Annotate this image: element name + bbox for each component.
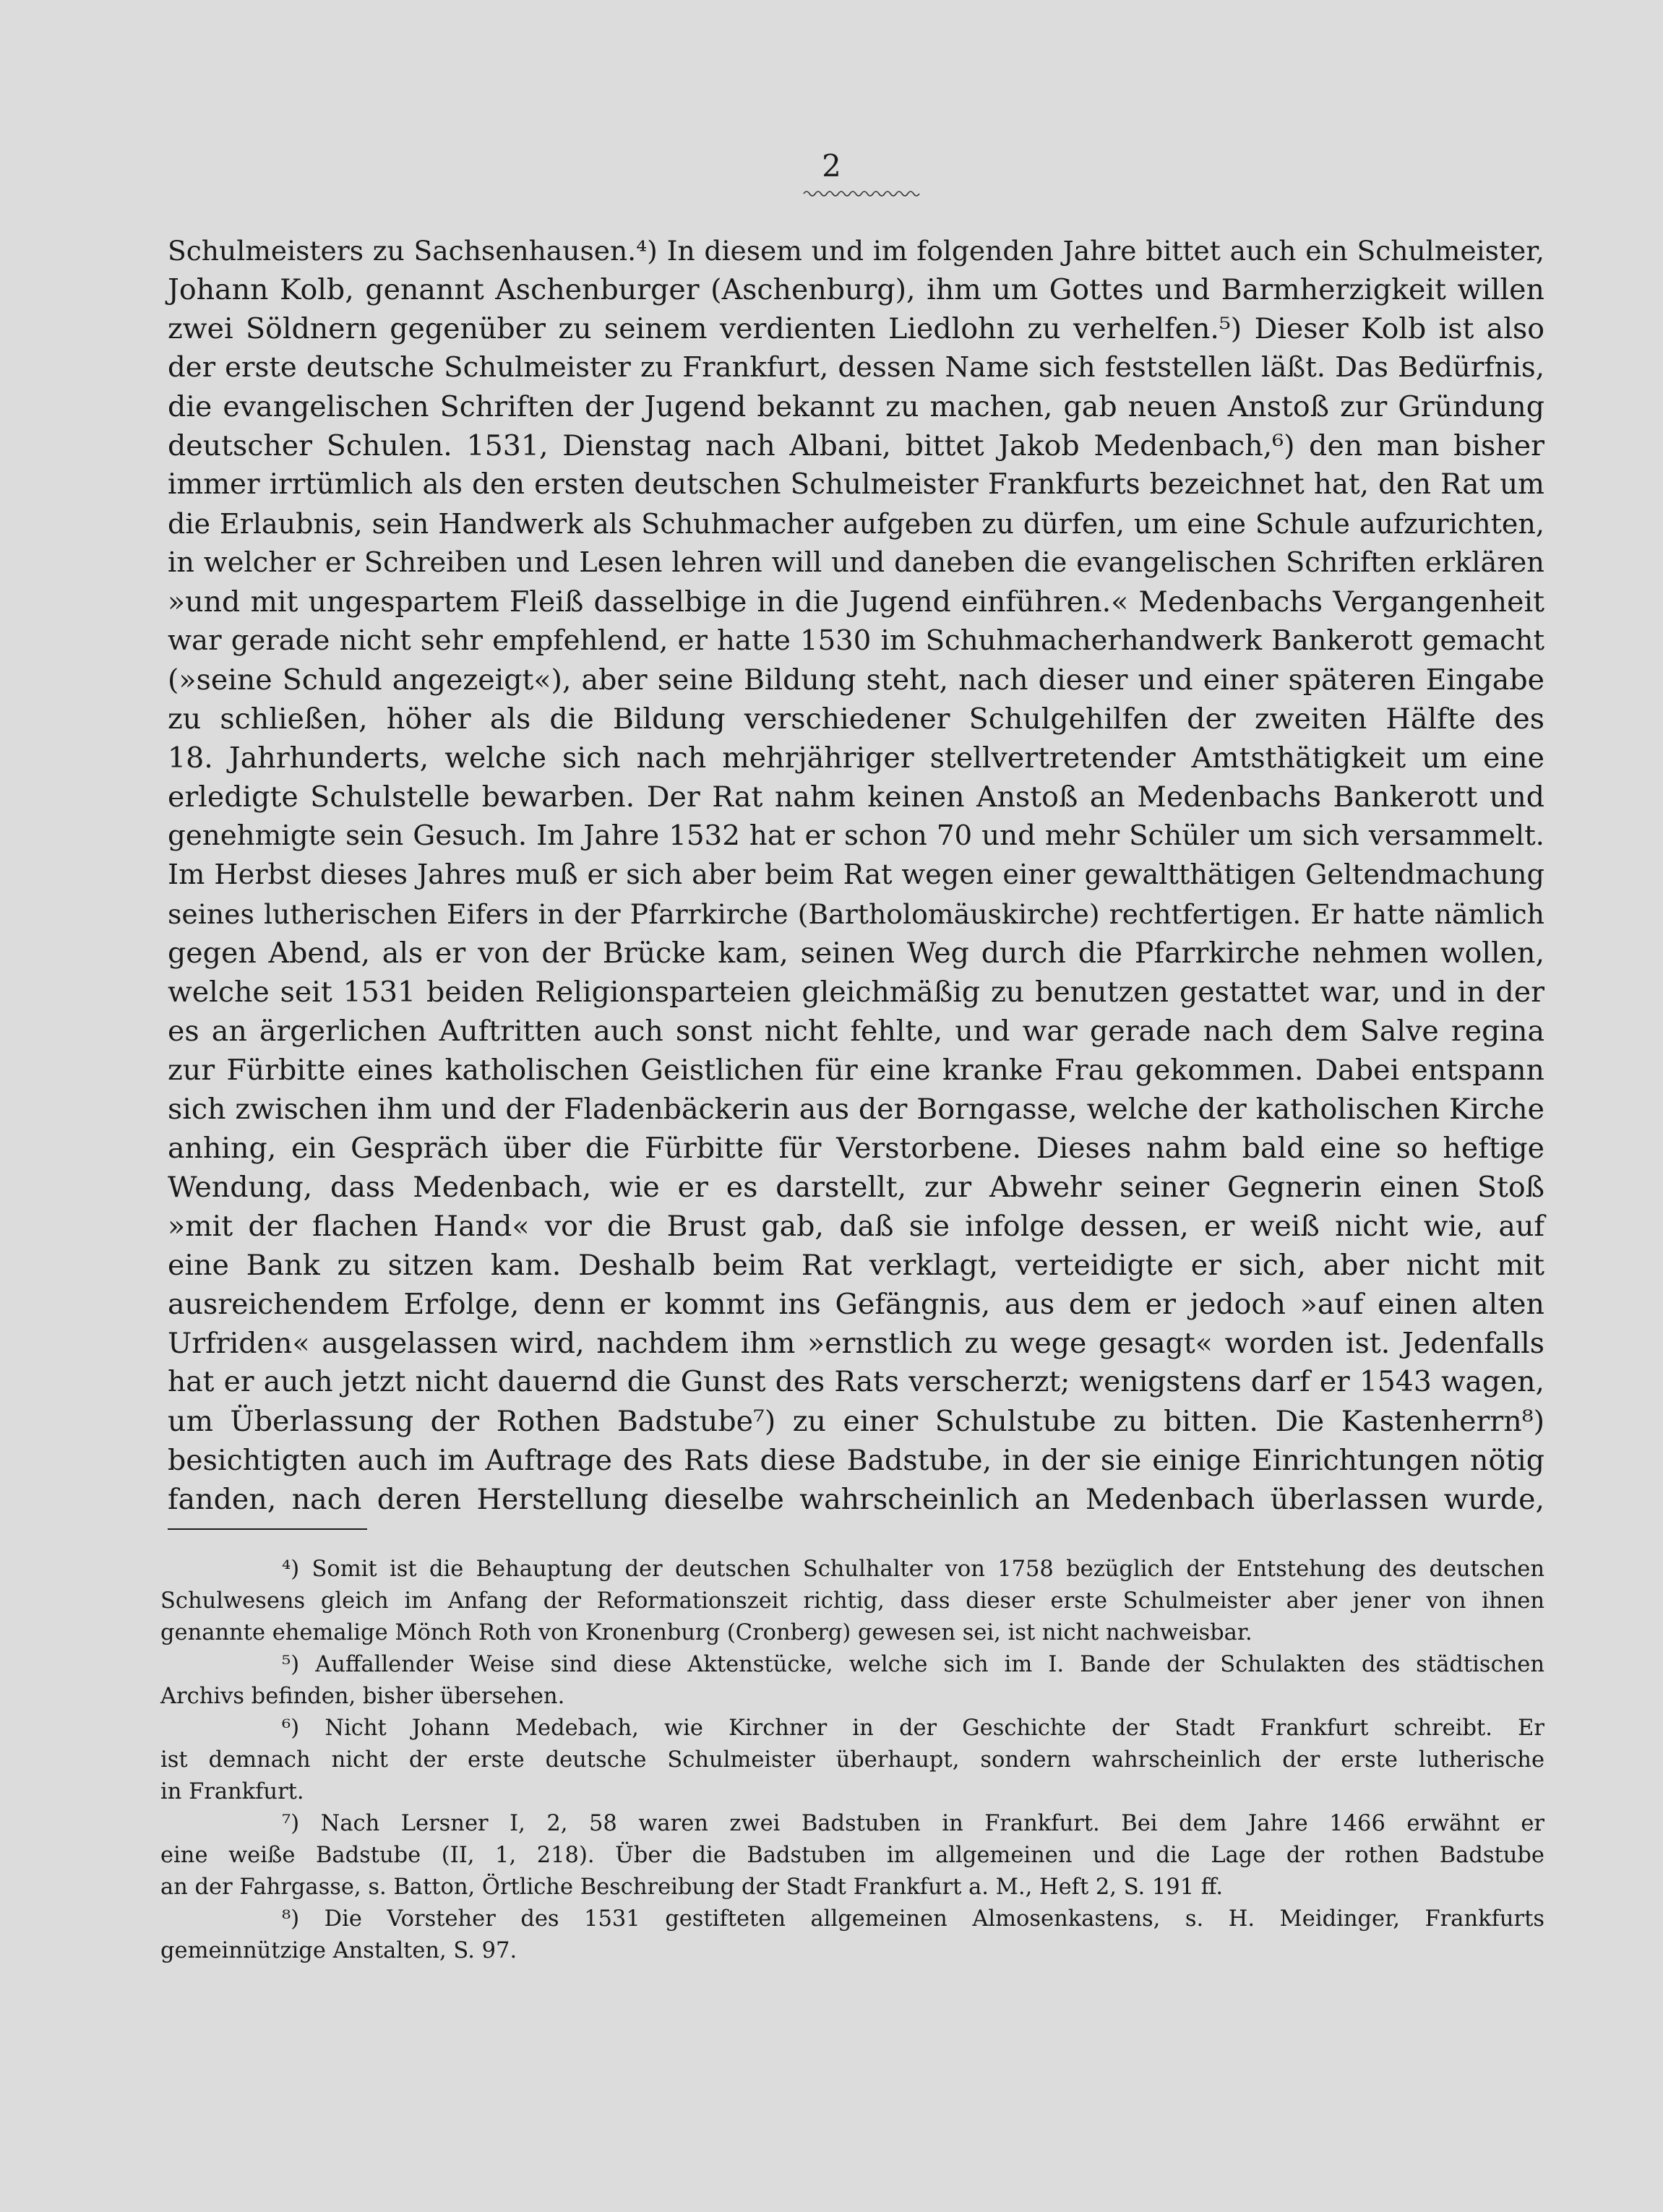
text-line: immer irrtümlich als den ersten deutschen Schulmeister Frankfurts bezeichnet hat, den Rat um <box>168 468 1544 501</box>
footnote-rule <box>168 1528 367 1530</box>
text-line: Urfriden« ausgelassen wird, nachdem ihm »ernstlich zu wege gesagt« worden ist. Jedenfalls <box>168 1327 1544 1360</box>
text-line: in welcher er Schreiben und Lesen lehren will und daneben die evangelischen Schriften erklären <box>168 546 1544 579</box>
footnote-6 <box>160 1713 1544 1808</box>
text-line: deutscher Schulen. 1531, Dienstag nach Albani, bittet Jakob Medenbach,⁶) den man bisher <box>168 429 1544 462</box>
text-line: zur Fürbitte eines katholischen Geistlichen für eine kranke Frau gekommen. Dabei entspann <box>168 1054 1544 1087</box>
text-line: hat er auch jetzt nicht dauernd die Gunst des Rats verscherzt; wenigstens darf er 1543 wagen, <box>168 1366 1544 1398</box>
footnote-line: ⁵) Auffallender Weise sind diese Aktenstücke, welche sich im I. Bande der Schulakten des städtischen <box>282 1652 1544 1677</box>
text-line: fanden, nach deren Herstellung dieselbe wahrscheinlich an Medenbach überlassen wurde, <box>168 1483 1544 1516</box>
footnotes <box>160 1554 1544 1967</box>
text-line: (»seine Schuld angezeigt«), aber seine Bildung steht, nach dieser und einer späteren Eingabe <box>168 663 1544 697</box>
footnote-line: ⁶) Nicht Johann Medebach, wie Kirchner in der Geschichte der Stadt Frankfurt schreibt. Er <box>282 1716 1544 1741</box>
footnote-line: eine weiße Badstube (II, 1, 218). Über die Badstuben im allgemeinen und die Lage der rothen Badstube <box>160 1843 1544 1868</box>
text-line: ausreichendem Erfolge, denn er kommt ins Gefängnis, aus dem er jedoch »auf einen alten <box>168 1288 1544 1321</box>
text-line: die Erlaubnis, sein Handwerk als Schuhmacher aufgeben zu dürfen, um eine Schule aufzurichten, <box>168 508 1544 540</box>
footnote-line: ⁷) Nach Lersner I, 2, 58 waren zwei Badstuben in Frankfurt. Bei dem Jahre 1466 erwähnt er <box>282 1811 1544 1836</box>
footnote-line: in Frankfurt. <box>160 1779 304 1804</box>
text-line: Wendung, dass Medenbach, wie er es darstellt, zur Abwehr seiner Gegnerin einen Stoß <box>168 1171 1544 1204</box>
text-line: Im Herbst dieses Jahres muß er sich aber beim Rat wegen einer gewaltthätigen Geltendmachung <box>168 859 1544 891</box>
text-line: zwei Söldnern gegenüber zu seinem verdienten Liedlohn zu verhelfen.⁵) Dieser Kolb ist also <box>168 312 1544 345</box>
footnote-line: Archivs befinden, bisher übersehen. <box>160 1684 565 1709</box>
text-line: genehmigte sein Gesuch. Im Jahre 1532 hat er schon 70 und mehr Schüler um sich versammelt. <box>168 819 1544 852</box>
footnote-line: an der Fahrgasse, s. Batton, Örtliche Beschreibung der Stadt Frankfurt a. M., Heft 2, S. 191 ff. <box>160 1875 1224 1900</box>
text-line: welche seit 1531 beiden Religionsparteien gleichmäßig zu benutzen gestattet war, und in der <box>168 976 1544 1009</box>
text-line: die evangelischen Schriften der Jugend bekannt zu machen, gab neuen Anstoß zur Gründung <box>168 390 1544 423</box>
footnote-8 <box>160 1903 1544 1967</box>
text-line: »mit der flachen Hand« vor die Brust gab, daß sie infolge dessen, er weiß nicht wie, auf <box>168 1210 1544 1243</box>
footnote-line: Schulwesens gleich im Anfang der Reformationszeit richtig, dass dieser erste Schulmeister aber jener von ihnen <box>160 1588 1544 1614</box>
header-ornament <box>802 186 925 198</box>
footnote-line: gemeinnützige Anstalten, S. 97. <box>160 1938 517 1963</box>
text-line: anhing, ein Gespräch über die Fürbitte für Verstorbene. Dieses nahm bald eine so heftige <box>168 1132 1544 1165</box>
text-line: der erste deutsche Schulmeister zu Frankfurt, dessen Name sich feststellen läßt. Das Bedürfnis, <box>168 351 1544 384</box>
text-line: war gerade nicht sehr empfehlend, er hatte 1530 im Schuhmacherhandwerk Bankerott gemacht <box>168 624 1544 657</box>
text-line: zu schließen, höher als die Bildung verschiedener Schulgehilfen der zweiten Hälfte des <box>168 702 1544 736</box>
text-line: eine Bank zu sitzen kam. Deshalb beim Rat verklagt, verteidigte er sich, aber nicht mit <box>168 1249 1544 1282</box>
text-line: Johann Kolb, genannt Aschenburger (Aschenburg), ihm um Gottes und Barmherzigkeit willen <box>168 273 1544 306</box>
footnote-7 <box>160 1808 1544 1903</box>
text-line: gegen Abend, als er von der Brücke kam, seinen Weg durch die Pfarrkirche nehmen wollen, <box>168 937 1544 970</box>
text-line: seines lutherischen Eifers in der Pfarrkirche (Bartholomäuskirche) rechtfertigen. Er hatte nämlich <box>168 898 1544 930</box>
page-number: 2 <box>822 148 841 184</box>
text-line: Schulmeisters zu Sachsenhausen.⁴) In diesem und im folgenden Jahre bittet auch ein Schulmeister, <box>168 235 1544 267</box>
text-line: um Überlassung der Rothen Badstube⁷) zu einer Schulstube zu bitten. Die Kastenherrn⁸) <box>168 1405 1544 1438</box>
text-line: erledigte Schulstelle bewarben. Der Rat nahm keinen Anstoß an Medenbachs Bankerott und <box>168 780 1544 814</box>
text-line: es an ärgerlichen Auftritten auch sonst nicht fehlte, und war gerade nach dem Salve regina <box>168 1015 1544 1048</box>
text-line: 18. Jahrhunderts, welche sich nach mehrjähriger stellvertretender Amtsthätigkeit um eine <box>168 741 1544 775</box>
body-text <box>168 231 1544 1519</box>
footnote-line: ⁸) Die Vorsteher des 1531 gestifteten allgemeinen Almosenkastens, s. H. Meidinger, Frankfurts <box>282 1906 1544 1932</box>
footnote-line: genannte ehemalige Mönch Roth von Kronenburg (Cronberg) gewesen sei, ist nicht nachweisbar. <box>160 1620 1252 1645</box>
footnote-4 <box>160 1554 1544 1649</box>
footnote-5 <box>160 1649 1544 1713</box>
text-line: »und mit ungespartem Fleiß dasselbige in die Jugend einführen.« Medenbachs Vergangenheit <box>168 585 1544 619</box>
text-line: besichtigten auch im Auftrage des Rats diese Badstube, in der sie einige Einrichtungen nötig <box>168 1444 1544 1477</box>
text-line: sich zwischen ihm und der Fladenbäckerin aus der Borngasse, welche der katholischen Kirche <box>168 1093 1544 1126</box>
footnote-line: ⁴) Somit ist die Behauptung der deutschen Schulhalter von 1758 bezüglich der Entstehung des deutschen <box>282 1557 1544 1582</box>
footnote-line: ist demnach nicht der erste deutsche Schulmeister überhaupt, sondern wahrscheinlich der erste lutherische <box>160 1747 1544 1773</box>
